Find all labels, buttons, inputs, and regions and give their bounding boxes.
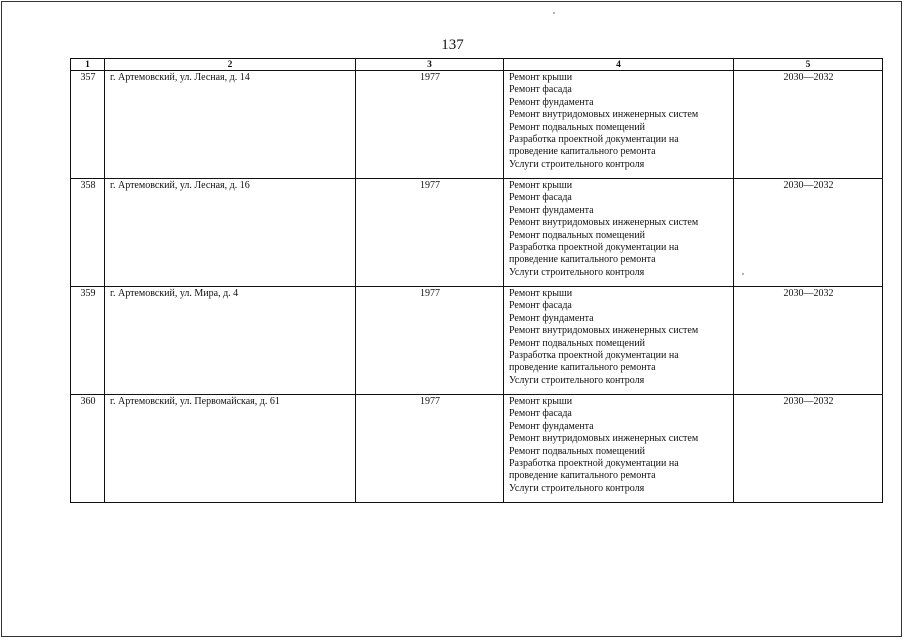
work-item: Ремонт крыши (509, 72, 573, 83)
column-header-4: 4 (504, 59, 734, 71)
work-item: Услуги строительного контроля (509, 266, 645, 278)
period-cell: 2030—2032 (734, 71, 883, 179)
work-item: Услуги строительного контроля (509, 374, 645, 386)
work-item: Ремонт фасада (509, 84, 572, 96)
work-item: проведение капитального ремонта (509, 146, 656, 158)
period-cell: 2030—2032 (734, 179, 883, 287)
work-item: Ремонт крыши (509, 288, 573, 299)
work-item: Ремонт подвальных помещений (509, 445, 645, 457)
address-cell: г. Артемовский, ул. Лесная, д. 14 (105, 71, 356, 179)
year-cell: 1977 (356, 287, 504, 395)
year-cell: 1977 (356, 179, 504, 287)
work-item: Ремонт фундамента (509, 204, 594, 216)
period-cell: 2030—2032 (734, 395, 883, 503)
period-cell: 2030—2032 (734, 287, 883, 395)
work-item: Ремонт фасада (509, 300, 572, 312)
works-cell (504, 395, 734, 503)
table-body (71, 71, 883, 503)
scan-speck (553, 12, 555, 14)
table-row (71, 395, 883, 503)
work-item: Разработка проектной документации на (509, 458, 679, 470)
works-cell (504, 179, 734, 287)
row-number-cell: 360 (71, 395, 105, 503)
work-item: Ремонт крыши (509, 396, 573, 407)
address-cell: г. Артемовский, ул. Лесная, д. 16 (105, 179, 356, 287)
address-cell: г. Артемовский, ул. Мира, д. 4 (105, 287, 356, 395)
column-header-1: 1 (71, 59, 105, 71)
header-row (71, 59, 883, 71)
page-number: 137 (441, 37, 464, 53)
work-item: Разработка проектной документации на (509, 242, 679, 254)
works-cell (504, 71, 734, 179)
work-item: Ремонт подвальных помещений (509, 121, 645, 133)
row-number-cell: 358 (71, 179, 105, 287)
column-header-3: 3 (356, 59, 504, 71)
work-item: Ремонт внутридомовых инженерных систем (509, 325, 699, 337)
row-number-cell: 359 (71, 287, 105, 395)
work-item: проведение капитального ремонта (509, 362, 656, 374)
work-item: проведение капитального ремонта (509, 470, 656, 482)
work-item: Ремонт фундамента (509, 96, 594, 108)
year-cell: 1977 (356, 395, 504, 503)
work-item: Разработка проектной документации на (509, 350, 679, 362)
work-item: Ремонт фундамента (509, 420, 594, 432)
work-item: Ремонт крыши (509, 180, 573, 191)
work-item: Ремонт внутридомовых инженерных систем (509, 109, 699, 121)
address-cell: г. Артемовский, ул. Первомайская, д. 61 (105, 395, 356, 503)
work-item: проведение капитального ремонта (509, 254, 656, 266)
work-item: Ремонт внутридомовых инженерных систем (509, 217, 699, 229)
table-row (71, 287, 883, 395)
table-row (71, 179, 883, 287)
row-number-cell: 357 (71, 71, 105, 179)
work-item: Ремонт внутридомовых инженерных систем (509, 433, 699, 445)
capital-repair-table (70, 58, 883, 503)
work-item: Ремонт фасада (509, 408, 572, 420)
year-cell: 1977 (356, 71, 504, 179)
work-item: Услуги строительного контроля (509, 158, 645, 170)
column-header-5: 5 (734, 59, 883, 71)
works-cell (504, 287, 734, 395)
column-header-2: 2 (105, 59, 356, 71)
work-item: Ремонт подвальных помещений (509, 229, 645, 241)
work-item: Ремонт фасада (509, 192, 572, 204)
work-item: Ремонт фундамента (509, 312, 594, 324)
work-item: Ремонт подвальных помещений (509, 337, 645, 349)
work-item: Разработка проектной документации на (509, 134, 679, 146)
table-row (71, 71, 883, 179)
work-item: Услуги строительного контроля (509, 482, 645, 494)
